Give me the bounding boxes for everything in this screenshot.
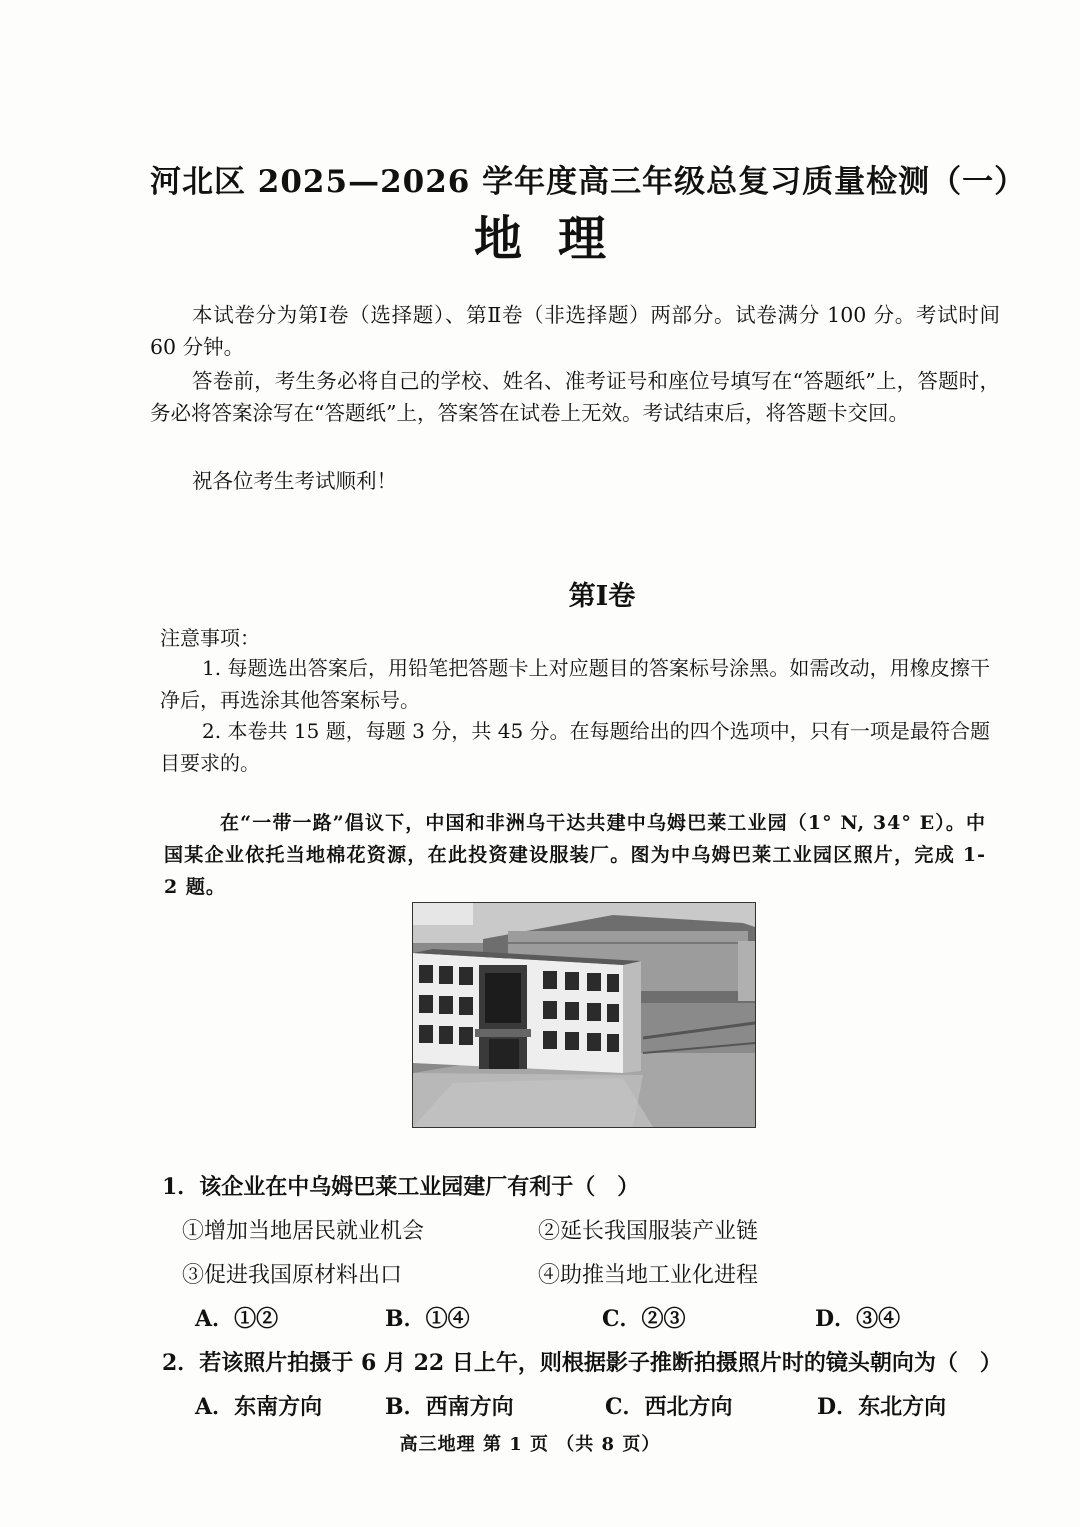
material-paragraph: 在“一带一路”倡议下，中国和非洲乌干达共建中乌姆巴莱工业园（1° N, 34° E）。中国某企业依托当地棉花资源，在此投资建设服装厂。图为中乌姆巴莱工业园区照片，完成 1-2 题。	[164, 812, 986, 898]
intro-paragraph-2: 答卷前，考生务必将自己的学校、姓名、准考证号和座位号填写在“答题纸”上，答题时，务必将答案涂写在“答题纸”上，答案答在试卷上无效。考试结束后，将答题卡交回。	[150, 369, 1000, 425]
question-1-statement-4: ④助推当地工业化进程	[538, 1263, 759, 1288]
intro-paragraph-1: 本试卷分为第Ⅰ卷（选择题）、第Ⅱ卷（非选择题）两部分。试卷满分 100 分。考试时间 60 分钟。	[150, 303, 1000, 359]
question-2-option-d[interactable]: D．东北方向	[817, 1394, 947, 1420]
question-1-option-c[interactable]: C．②③	[602, 1306, 686, 1332]
exam-title: 河北区 2025—2026 学年度高三年级总复习质量检测（一）	[150, 164, 1027, 200]
notice-item-1: 1. 每题选出答案后，用铅笔把答题卡上对应题目的答案标号涂黑。如需改动，用橡皮擦干净后，再选涂其他答案标号。	[160, 656, 990, 712]
question-1-option-a[interactable]: A．①②	[195, 1306, 279, 1332]
intro-paragraph-3: 祝各位考生考试顺利！	[192, 469, 397, 493]
question-1-stem: 1．该企业在中乌姆巴莱工业园建厂有利于（ ）	[162, 1174, 640, 1200]
question-1-statement-3: ③促进我国原材料出口	[182, 1263, 403, 1288]
subject-title: 地理	[473, 211, 642, 267]
notice-item-2: 2. 本卷共 15 题，每题 3 分，共 45 分。在每题给出的四个选项中，只有一项是最符合题目要求的。	[160, 719, 990, 775]
page-footer: 高三地理 第 1 页 （共 8 页）	[399, 1434, 661, 1455]
question-1-statement-2: ②延长我国服装产业链	[538, 1219, 759, 1244]
question-1-statement-1: ①增加当地居民就业机会	[182, 1219, 425, 1244]
notice-label: 注意事项：	[160, 626, 260, 650]
question-1-option-d[interactable]: D．③④	[815, 1306, 901, 1332]
question-2-option-a[interactable]: A．东南方向	[195, 1394, 323, 1420]
question-2-option-b[interactable]: B．西南方向	[385, 1394, 514, 1420]
question-2-option-c[interactable]: C．西北方向	[605, 1394, 733, 1420]
question-2-stem: 2．若该照片拍摄于 6 月 22 日上午，则根据影子推断拍摄照片时的镜头朝向为（ ）	[162, 1350, 1002, 1376]
section-title: 第Ⅰ卷	[568, 581, 636, 612]
industrial-park-photo	[412, 902, 756, 1128]
question-1-option-b[interactable]: B．①④	[385, 1306, 470, 1332]
